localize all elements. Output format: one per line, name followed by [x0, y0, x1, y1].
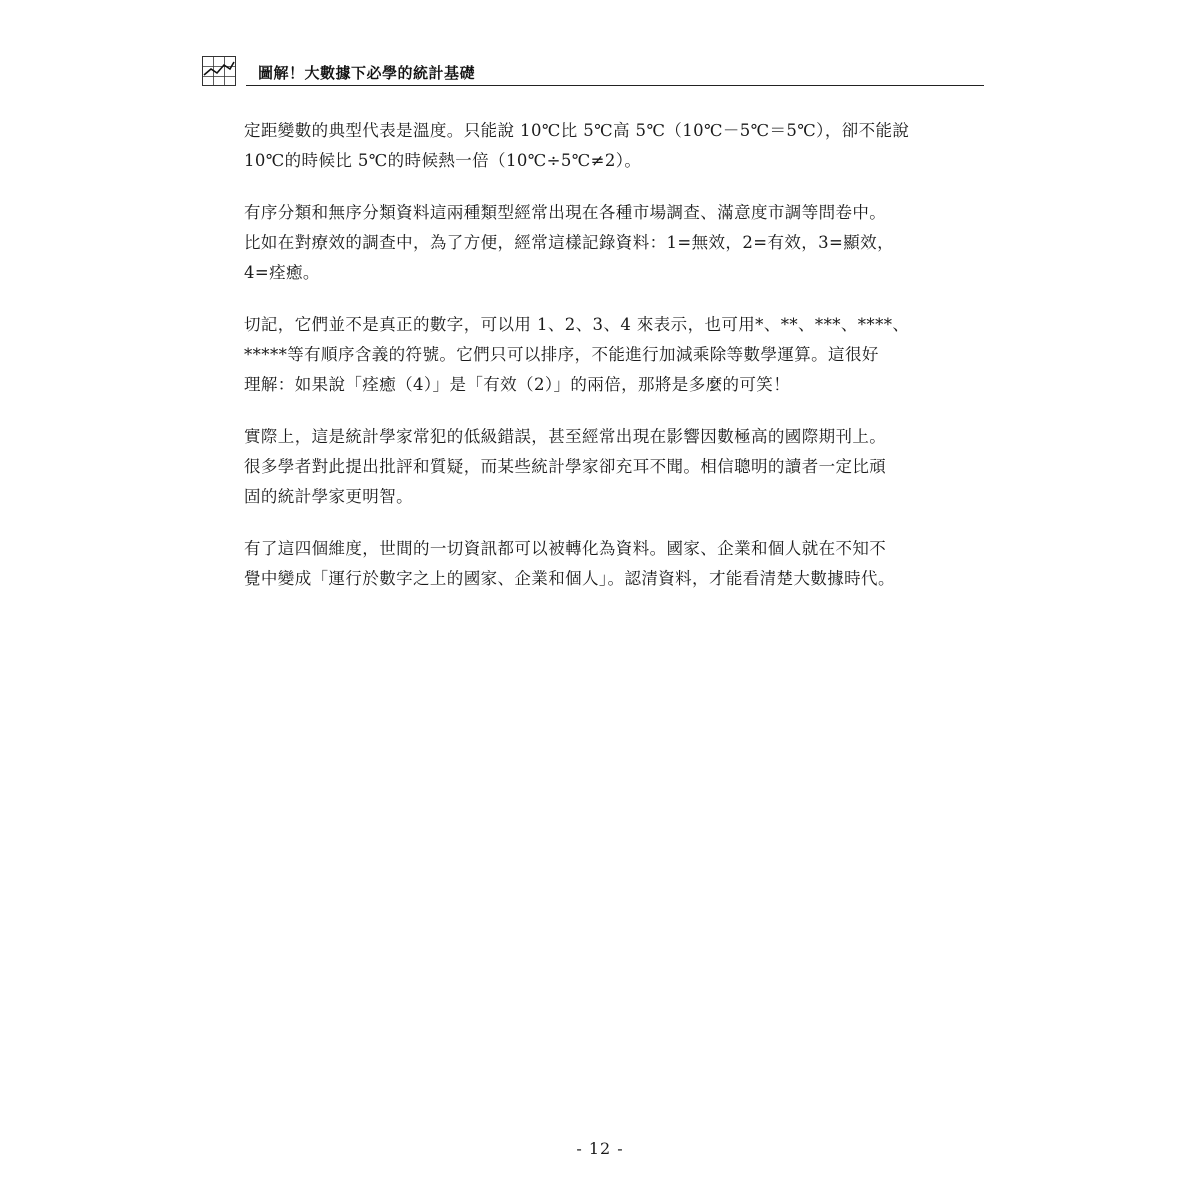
text-line: 切記，它們並不是真正的數字，可以用 1、2、3、4 來表示，也可用*、**、***、****、: [244, 315, 910, 334]
text-line: 固的統計學家更明智。: [244, 487, 413, 506]
text-line: 定距變數的典型代表是溫度。只能說 10℃比 5℃高 5℃（10℃－5℃＝5℃），卻不能說: [244, 121, 910, 140]
text-line: *****等有順序含義的符號。它們只可以排序，不能進行加減乘除等數學運算。這很好: [244, 345, 879, 364]
text-line: 有序分類和無序分類資料這兩種類型經常出現在各種市場調查、滿意度市調等問卷中。: [244, 203, 887, 222]
text-line: 4=痊癒。: [244, 263, 320, 282]
line-chart-grid-icon: [202, 56, 236, 86]
text-line: 實際上，這是統計學家常犯的低級錯誤，甚至經常出現在影響因數極高的國際期刊上。: [244, 427, 887, 446]
paragraph-four-dimensions: [244, 534, 964, 594]
text-line: 理解：如果說「痊癒（4）」是「有效（2）」的兩倍，那將是多麼的可笑！: [244, 375, 791, 394]
text-line: 10℃的時候比 5℃的時候熱一倍（10℃÷5℃≠2）。: [244, 151, 642, 170]
text-line: 比如在對療效的調查中，為了方便，經常這樣記錄資料：1=無效，2=有效，3=顯效，: [244, 233, 894, 252]
text-line: 有了這四個維度，世間的一切資訊都可以被轉化為資料。國家、企業和個人就在不知不: [244, 539, 887, 558]
paragraph-not-real-numbers: [244, 310, 964, 400]
header-divider: [246, 85, 984, 86]
running-header: [202, 52, 984, 88]
text-line: 覺中變成「運行於數字之上的國家、企業和個人」。認清資料，才能看清楚大數據時代。: [244, 569, 895, 588]
text-line: 很多學者對此提出批評和質疑，而某些統計學家卻充耳不聞。相信聰明的讀者一定比頑: [244, 457, 887, 476]
paragraph-statistician-errors: [244, 422, 964, 512]
page-number: - 12 -: [576, 1139, 624, 1158]
header-title: 圖解！大數據下必學的統計基礎: [258, 64, 476, 82]
paragraph-interval-variable: [244, 116, 964, 176]
body-text: [244, 116, 964, 616]
paragraph-ordinal-nominal: [244, 198, 964, 288]
